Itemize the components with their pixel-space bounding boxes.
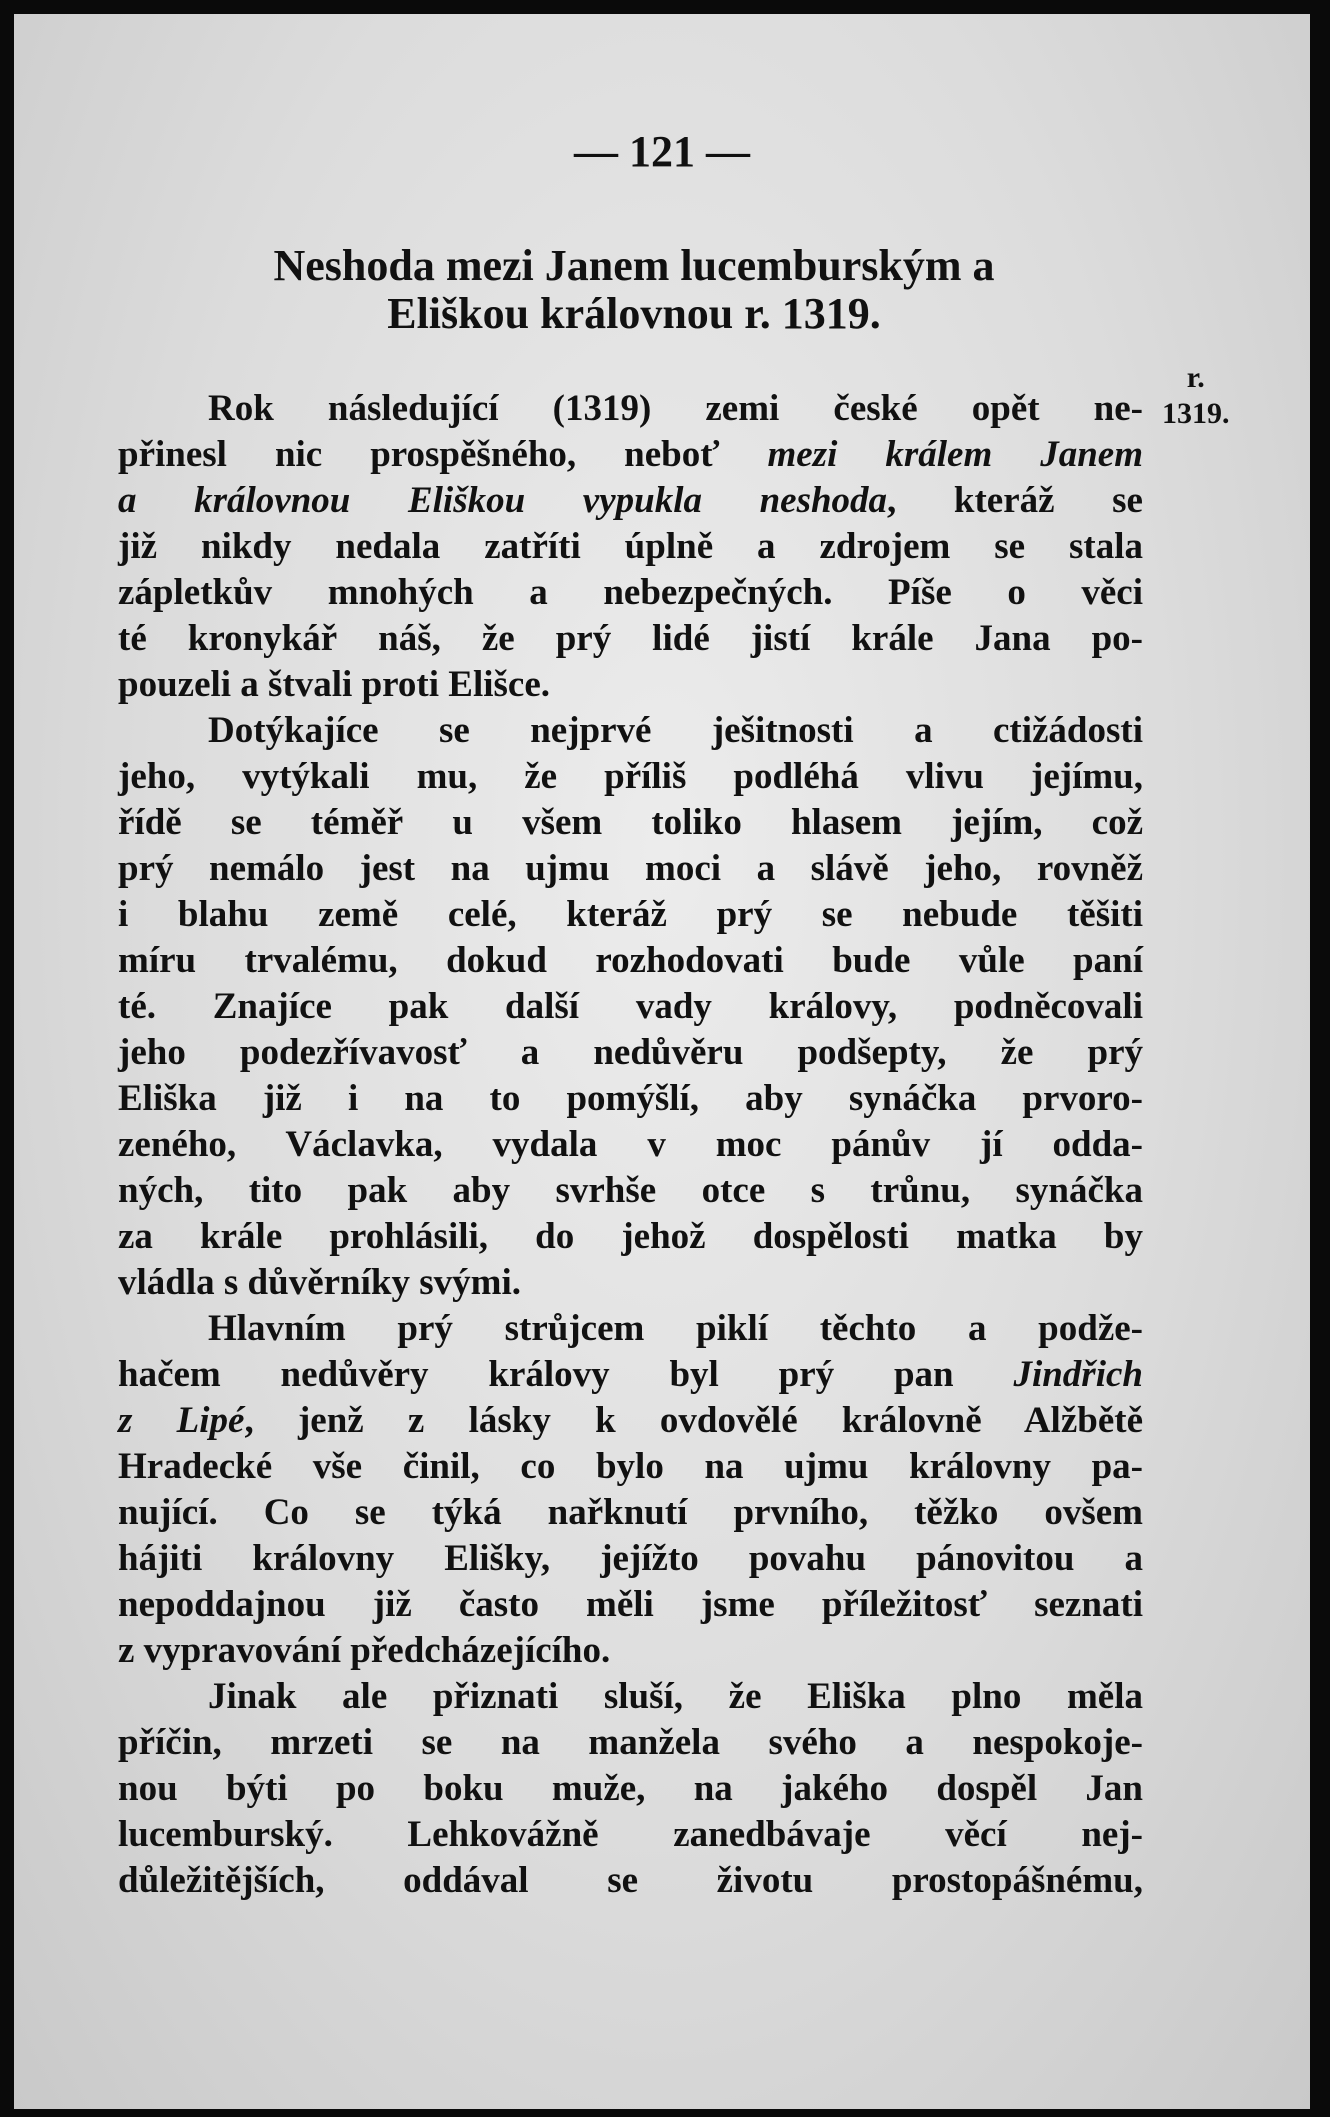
- text-line: [118, 846, 1143, 892]
- text-run: za krále prohlásili, do jehož dospělosti matka by: [118, 1216, 1143, 1257]
- text-line: [118, 938, 1143, 984]
- text-line: [118, 1490, 1143, 1536]
- text-run: nepoddajnou již často měli jsme příležitosť seznati: [118, 1584, 1143, 1625]
- text-line: [118, 984, 1143, 1030]
- text-run: ných, tito pak aby svrhše otce s trůnu, synáčka: [118, 1170, 1143, 1211]
- text-line: [118, 1628, 1143, 1674]
- chapter-title-line-2: Eliškou královnou r. 1319.: [387, 289, 881, 338]
- text-run: prý nemálo jest na ujmu moci a slávě jeho, rovněž: [118, 848, 1143, 889]
- emphasis-text: a královnou Eliškou vypukla neshoda: [118, 480, 888, 521]
- text-run: Hradecké vše činil, co bylo na ujmu královny pa-: [118, 1446, 1143, 1487]
- text-line: [118, 1444, 1143, 1490]
- text-run: hačem nedůvěry královy byl prý pan: [118, 1354, 1014, 1395]
- text-run: té kronykář náš, že prý lidé jistí krále Jana po-: [118, 618, 1143, 659]
- text-run: z vypravování předcházejícího.: [118, 1630, 611, 1671]
- text-line: [118, 1674, 1143, 1720]
- chapter-title-line-1: Neshoda mezi Janem lucemburským a: [273, 241, 995, 290]
- text-line: [118, 570, 1143, 616]
- text-run: pouzeli a štvali proti Elišce.: [118, 664, 551, 705]
- text-line: [118, 1030, 1143, 1076]
- margin-note: [1162, 360, 1230, 432]
- text-line: [118, 1766, 1143, 1812]
- text-run: i blahu země celé, kteráž prý se nebude těšiti: [118, 894, 1143, 935]
- text-run: , jenž z lásky k ovdovělé královně Alžbětě: [244, 1400, 1144, 1441]
- text-run: Hlavním prý strůjcem piklí těchto a podže-: [208, 1308, 1143, 1349]
- text-run: příčin, mrzeti se na manžela svého a nespokoje-: [118, 1722, 1143, 1763]
- text-line: [118, 478, 1143, 524]
- text-run: jeho podezřívavosť a nedůvěru podšepty, že prý: [118, 1032, 1143, 1073]
- text-line: [118, 616, 1143, 662]
- page-number: — 121 —: [574, 127, 750, 176]
- text-run: nou býti po boku muže, na jakého dospěl Jan: [118, 1768, 1143, 1809]
- text-line: [118, 1168, 1143, 1214]
- text-run: jeho, vytýkali mu, že příliš podléhá vlivu jejímu,: [118, 756, 1143, 797]
- text-line: [118, 524, 1143, 570]
- chapter-title: [144, 242, 1124, 338]
- text-run: míru trvalému, dokud rozhodovati bude vůle paní: [118, 940, 1143, 981]
- text-line: [118, 1582, 1143, 1628]
- margin-note-year: 1319.: [1162, 397, 1230, 430]
- text-line: [118, 1260, 1143, 1306]
- text-line: [118, 892, 1143, 938]
- text-run: Dotýkajíce se nejprvé ješitnosti a ctižádosti: [208, 710, 1143, 751]
- text-line: [118, 1536, 1143, 1582]
- text-line: [118, 1352, 1143, 1398]
- text-run: Rok následující (1319) zemi české opět ne-: [208, 388, 1143, 429]
- text-run: lucemburský. Lehkovážně zanedbávaje věcí nej-: [118, 1814, 1143, 1855]
- emphasis-text: Jindřich: [1013, 1354, 1143, 1395]
- emphasis-text: z Lipé: [118, 1400, 245, 1441]
- text-line: [118, 1812, 1143, 1858]
- text-run: zápletkův mnohých a nebezpečných. Píše o věci: [118, 572, 1143, 613]
- text-run: Jinak ale přiznati sluší, že Eliška plno měla: [208, 1676, 1143, 1717]
- text-line: [118, 662, 1143, 708]
- text-line: [118, 432, 1143, 478]
- text-line: [118, 1214, 1143, 1260]
- text-run: již nikdy nedala zatříti úplně a zdrojem se stala: [118, 526, 1143, 567]
- text-run: vládla s důvěrníky svými.: [118, 1262, 521, 1303]
- text-run: hájiti královny Elišky, jejížto povahu pánovitou a: [118, 1538, 1143, 1579]
- book-page: [14, 14, 1310, 2109]
- text-line: [118, 1720, 1143, 1766]
- text-run: přinesl nic prospěšného, neboť: [118, 434, 768, 475]
- margin-note-label: r.: [1186, 361, 1205, 394]
- text-line: [118, 1122, 1143, 1168]
- text-run: zeného, Václavka, vydala v moc pánův jí oddа-: [118, 1124, 1143, 1165]
- emphasis-text: mezi králem Janem: [767, 434, 1143, 475]
- text-line: [118, 800, 1143, 846]
- text-run: důležitějších, oddával se životu prostopášnému,: [118, 1860, 1143, 1901]
- text-line: [118, 754, 1143, 800]
- text-line: [118, 1076, 1143, 1122]
- text-line: [118, 708, 1143, 754]
- text-line: [118, 1858, 1143, 1904]
- text-run: Eliška již i na to pomýšlí, aby synáčka prvoro-: [118, 1078, 1143, 1119]
- text-line: [118, 386, 1143, 432]
- body-text: [118, 386, 1143, 1904]
- text-line: [118, 1306, 1143, 1352]
- text-run: nující. Co se týká nařknutí prvního, těžko ovšem: [118, 1492, 1143, 1533]
- text-run: řídě se téměř u všem toliko hlasem jejím, což: [118, 802, 1143, 843]
- text-line: [118, 1398, 1143, 1444]
- text-run: , kteráž se: [887, 480, 1143, 521]
- text-run: té. Znajíce pak další vady královy, podněcovali: [118, 986, 1143, 1027]
